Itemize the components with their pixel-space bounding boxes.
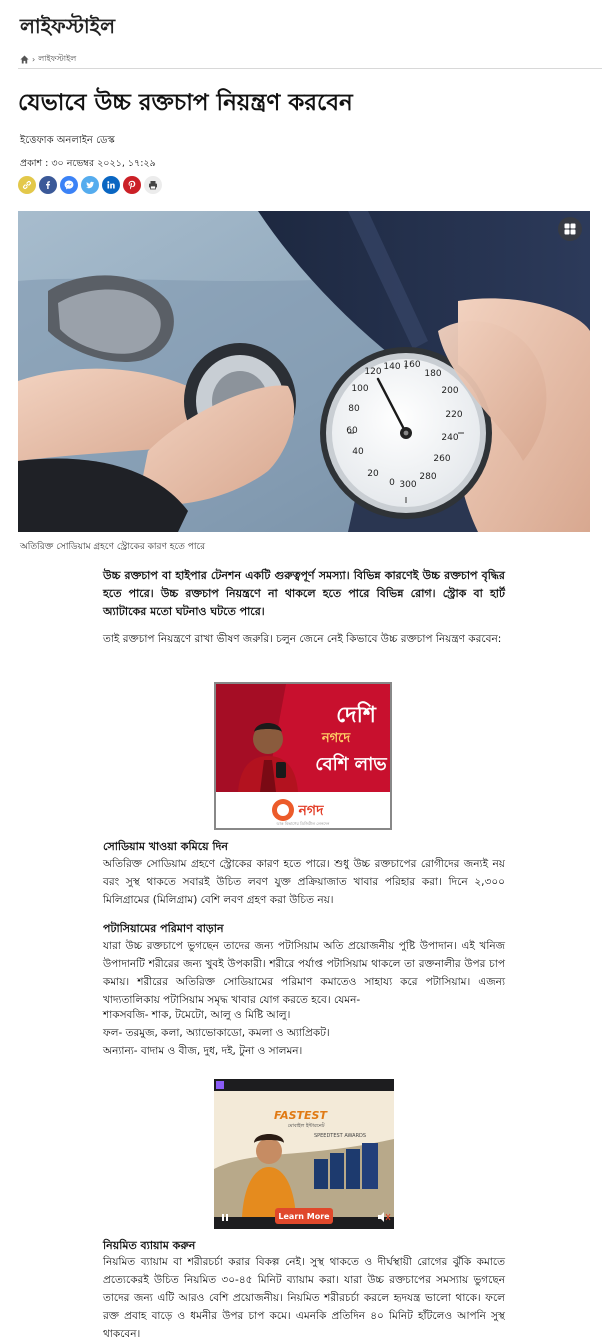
blood-pressure-photo <box>18 211 590 532</box>
gauge-label: 20 <box>367 469 379 479</box>
author-name[interactable]: ইত্তেফাক অনলাইন ডেস্ক <box>20 135 115 146</box>
gauge-label: 220 <box>445 410 463 420</box>
breadcrumb <box>20 53 76 66</box>
gauge-label: 40 <box>352 447 364 457</box>
gauge-label: 160 <box>403 360 421 370</box>
twitter-icon[interactable] <box>81 176 99 194</box>
ad-award: SPEEDTEST AWARDS <box>313 1133 367 1139</box>
ad-headline-top: দেশি <box>336 703 376 728</box>
gauge-label: 200 <box>441 386 459 396</box>
image-caption: অতিরিক্ত সোডিয়াম গ্রহণে স্ট্রোকের কারণ হতে পারে <box>20 542 206 552</box>
home-icon[interactable] <box>20 55 29 64</box>
gauge-label: 100 <box>351 384 369 394</box>
gauge-label: 280 <box>419 472 437 482</box>
gauge-label: 300 <box>399 480 417 490</box>
breadcrumb-separator: › <box>32 55 36 64</box>
pinterest-icon[interactable] <box>123 176 141 194</box>
section-heading: সোডিয়াম খাওয়া কমিয়ে দিন <box>103 840 228 853</box>
list-item: শাকসবজি- শাক, টমেটো, আলু ও মিষ্টি আলু। <box>103 1009 291 1021</box>
gauge-label: 240 <box>441 433 459 443</box>
ad-headline-bottom: বেশি লাভ <box>315 754 387 775</box>
ad-headline: FASTEST <box>274 1109 327 1122</box>
nagad-tagline: ডাক বিভাগের ডিজিটাল লেনদেন <box>276 821 330 826</box>
divider <box>18 68 602 69</box>
article-title: যেভাবে উচ্চ রক্তচাপ নিয়ন্ত্রণ করবেন <box>18 90 353 116</box>
gauge-label: 120 <box>364 367 382 377</box>
breadcrumb-current[interactable]: লাইফস্টাইল <box>38 54 77 63</box>
list-item: ফল- তরমুজ, কলা, অ্যাভোকাডো, কমলা ও অ্যাপ্রিকট। <box>103 1027 330 1039</box>
gauge-label: 0 <box>389 478 395 488</box>
section-body: নিয়মিত ব্যায়াম বা শরীরচর্চা করার বিকল্প নেই। সুস্থ থাকতে ও দীর্ঘস্থায়ী রোগের ঝুঁকি কমাতে প্রত্যেকেরই উচিত নিয়মিত ৩০-৪৫ মিনিট ব্যায়াম করা। যারা উচ্চ রক্তচাপের সমস্যায় ভুগছেন তাদের জন্য এটি আরও বেশি প্রয়োজনীয়। নিয়মিত শরীরচর্চা করলে হৃদযন্ত্র ভালো থাকে। ফলে রক্ত প্রবাহ বাড়ে ও ধমনীর উপর চাপ কমে। এমনকি প্রতিদিন ৪০ মিনিট হাঁটলেও আপনি সুস্থ থাকবেন। <box>103 1256 505 1340</box>
section-heading: পটাসিয়ামের পরিমাণ বাড়ান <box>103 922 224 935</box>
ad-subline: মোবাইল ইন্টারনেট <box>287 1123 325 1129</box>
gauge-label: 180 <box>424 369 442 379</box>
isp-advertisement[interactable] <box>214 1079 394 1229</box>
section-title[interactable]: লাইফস্টাইল <box>20 14 115 38</box>
gallery-icon[interactable] <box>558 217 582 241</box>
link-icon[interactable] <box>18 176 36 194</box>
article-lead: উচ্চ রক্তচাপ বা হাইপার টেনশন একটি গুরুত্বপূর্ণ সমস্যা। বিভিন্ন কারণেই উচ্চ রক্তচাপ বৃদ্ধির হতে পারে। উচ্চ রক্তচাপ নিয়ন্ত্রণে না থাকলে হতে পারে বিভিন্ন রোগ। স্ট্রোক বা হার্ট অ্যাটাকের মতো ঘটনাও ঘটতে পারে। <box>103 569 505 618</box>
share-bar <box>18 176 162 194</box>
gauge-label: 60 <box>346 426 358 436</box>
learn-more-button[interactable]: Learn More <box>275 1208 333 1224</box>
article-intro: তাই রক্তচাপ নিয়ন্ত্রণে রাখা ভীষণ জরুরি। চলুন জেনে নেই কিভাবে উচ্চ রক্তচাপ নিয়ন্ত্রণ করবেন: <box>103 633 502 645</box>
section-body: যারা উচ্চ রক্তচাপে ভুগছেন তাদের জন্য পটাসিয়াম অতি প্রয়োজনীয় পুষ্টি উপাদান। এই খনিজ উপাদানটি শরীরের জন্য খুবই উপকারী। শরীরে পর্যাপ্ত পটাসিয়াম থাকলে তা রক্তনালীর উপর চাপ কমায়। শরীরের অতিরিক্ত সোডিয়ামের পরিমাণ কমাতেও সাহায্য করে পটাসিয়াম। এজন্য খাদ্যতালিকায় পটাসিয়াম সমৃদ্ধ খাবার যোগ করতে হবে। যেমন- <box>103 940 505 1006</box>
gauge-label: 140 <box>383 362 401 372</box>
nagad-brand: নগদ <box>298 803 324 819</box>
gauge-label: 80 <box>348 404 360 414</box>
ad-headline-mid: নগদে <box>321 731 351 746</box>
published-date: প্রকাশ : ৩০ নভেম্বর ২০২১, ১৭:২৯ <box>20 158 156 169</box>
gauge-label: 260 <box>433 454 451 464</box>
ad-info-icon[interactable] <box>216 1081 224 1089</box>
nagad-advertisement[interactable] <box>214 682 392 830</box>
linkedin-icon[interactable] <box>102 176 120 194</box>
messenger-icon[interactable] <box>60 176 78 194</box>
hero-image[interactable] <box>18 211 590 532</box>
facebook-icon[interactable] <box>39 176 57 194</box>
section-heading: নিয়মিত ব্যায়াম করুন <box>103 1239 196 1252</box>
print-icon[interactable] <box>144 176 162 194</box>
list-item: অন্যান্য- বাদাম ও বীজ, দুধ, দই, টুনা ও সালমন। <box>103 1045 303 1057</box>
section-body: অতিরিক্ত সোডিয়াম গ্রহণে স্ট্রোকের কারণ হতে পারে। শুধু উচ্চ রক্তচাপের রোগীদের জন্যই নয় বরং সুস্থ থাকতে সবারই উচিত লবণ যুক্ত প্রক্রিয়াজাত খাবার পরিহার করা। দিনে ২,৩০০ মিলিগ্রামের (মিলিগ্রাম) বেশি লবণ গ্রহণ করা উচিত নয়। <box>103 858 505 906</box>
